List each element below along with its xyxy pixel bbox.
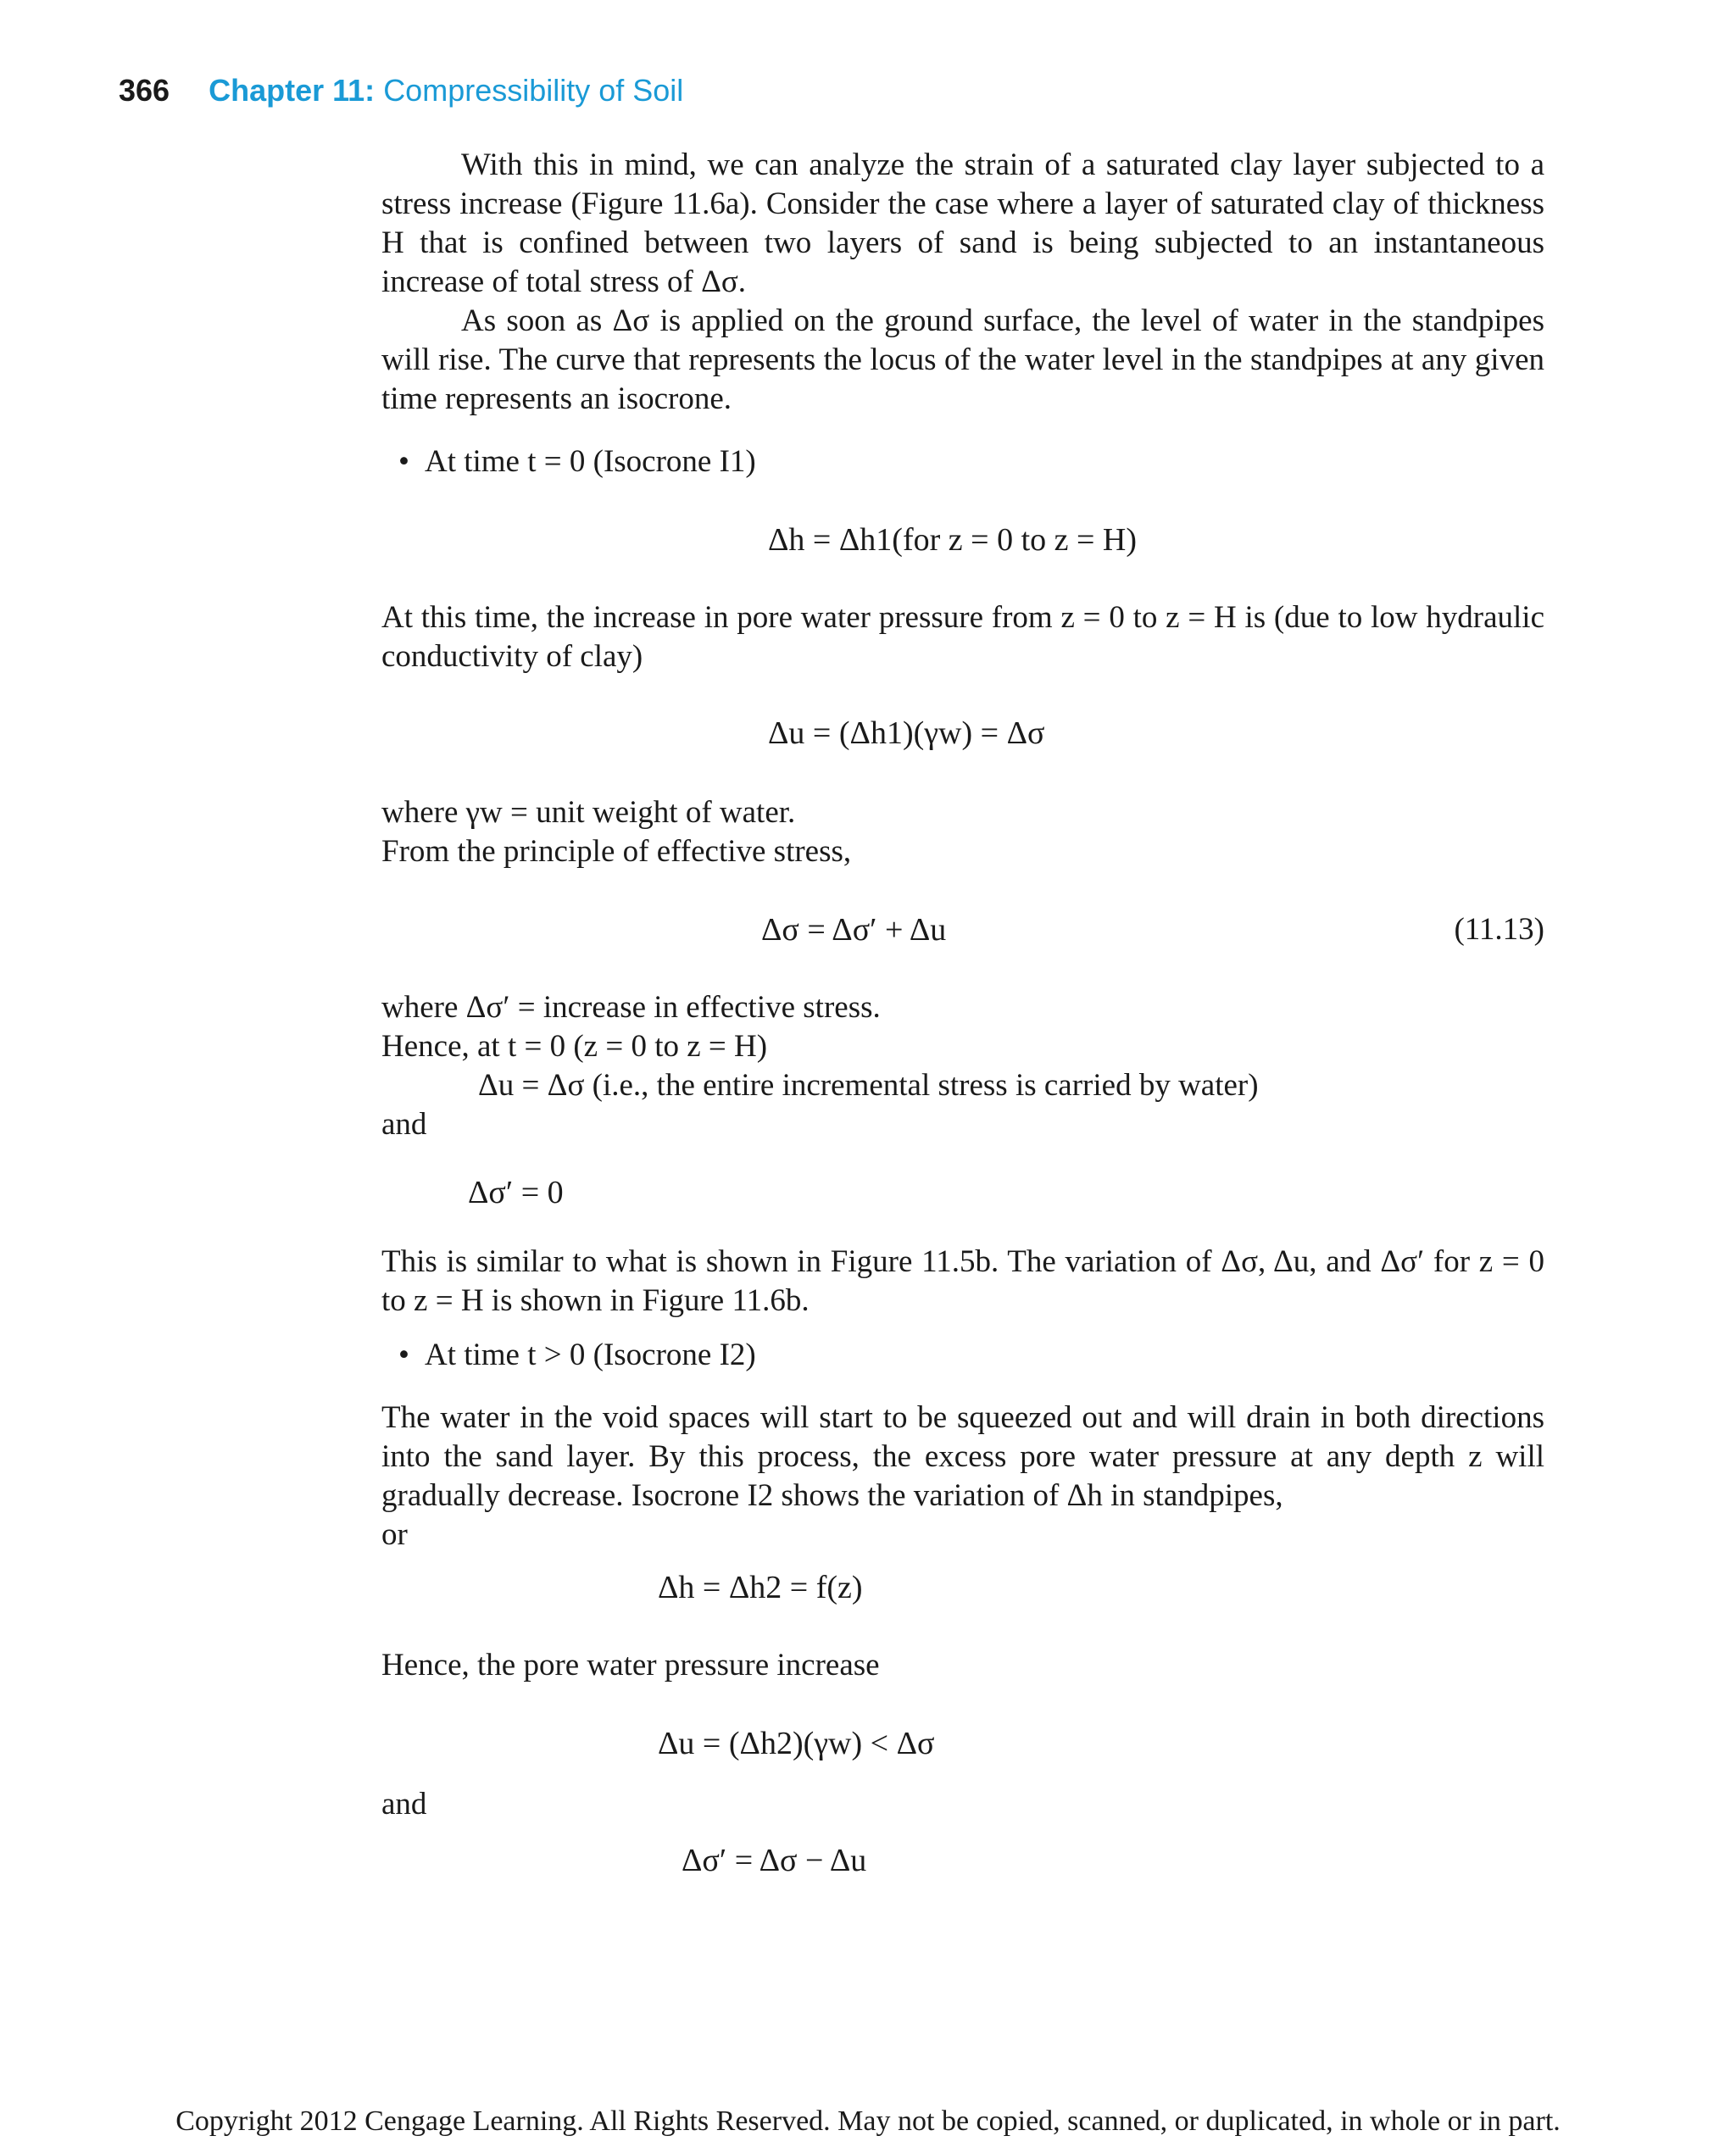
paragraph-figure-reference: This is similar to what is shown in Figure 11.5b. The variation of Δσ, Δu, and Δσ′ for z = 0 to z = H is shown in Figure 11.6b.	[381, 1244, 1544, 1318]
text-or: or	[381, 1517, 408, 1552]
bullet-text: At time t = 0 (Isocrone I1)	[424, 444, 756, 479]
bullet-time-zero	[398, 442, 756, 481]
running-header	[119, 73, 683, 108]
page-number: 366	[119, 73, 170, 108]
equation-effective-difference: Δσ′ = Δσ − Δu	[682, 1843, 867, 1878]
text-effective-stress-def: where Δσ′ = increase in effective stress.	[381, 990, 881, 1025]
equation-zero-effective: Δσ′ = 0	[468, 1175, 564, 1210]
text-carried-by-water: Δu = Δσ (i.e., the entire incremental stress is carried by water)	[478, 1068, 1259, 1103]
chapter-title: Compressibility of Soil	[383, 73, 684, 108]
paragraph-pore-pressure: At this time, the increase in pore water pressure from z = 0 to z = H is (due to low hydraulic conductivity of clay)	[381, 600, 1544, 674]
text-pore-pressure-increase: Hence, the pore water pressure increase	[381, 1648, 880, 1683]
copyright-footer: Copyright 2012 Cengage Learning. All Rights Reserved. May not be copied, scanned, or duplicated, in whole or in part.	[175, 2105, 1561, 2137]
text-unit-weight: where γw = unit weight of water.	[381, 795, 796, 830]
text-effective-stress-principle: From the principle of effective stress,	[381, 834, 852, 869]
equation-number: (11.13)	[1454, 912, 1544, 947]
text-and: and	[381, 1787, 427, 1822]
bullet-dot: •	[398, 444, 409, 479]
equation-effective-stress: Δσ = Δσ′ + Δu	[761, 912, 947, 948]
equation-delta-u-less: Δu = (Δh2)(γw) < Δσ	[658, 1726, 935, 1761]
equation-delta-h2: Δh = Δh2 = f(z)	[658, 1570, 863, 1605]
paragraph-standpipes: As soon as Δσ is applied on the ground surface, the level of water in the standpipes will rise. The curve that represents the locus of the water level in the standpipes at any given time represents an isocrone.	[381, 303, 1544, 416]
bullet-text: At time t > 0 (Isocrone I2)	[424, 1338, 756, 1372]
paragraph-intro: With this in mind, we can analyze the strain of a saturated clay layer subjected to a stress increase (Figure 11.6a). Consider the case where a layer of saturated clay of thickness H that is confined between two layers of sand is being subjected to an instantaneous increase of total stress of Δσ.	[381, 147, 1544, 299]
equation-delta-h1: Δh = Δh1(for z = 0 to z = H)	[768, 522, 1138, 558]
bullet-time-positive	[398, 1336, 756, 1375]
text-hence-t0: Hence, at t = 0 (z = 0 to z = H)	[381, 1029, 768, 1064]
chapter-label: Chapter 11:	[209, 73, 376, 108]
text-and: and	[381, 1107, 427, 1142]
equation-delta-u: Δu = (Δh1)(γw) = Δσ	[768, 715, 1045, 751]
bullet-dot: •	[398, 1338, 409, 1372]
paragraph-drainage: The water in the void spaces will start to be squeezed out and will drain in both directions into the sand layer. By this process, the excess pore water pressure at any depth z will gradually decrease. Isocrone I2 shows the variation of Δh in standpipes,	[381, 1400, 1544, 1513]
